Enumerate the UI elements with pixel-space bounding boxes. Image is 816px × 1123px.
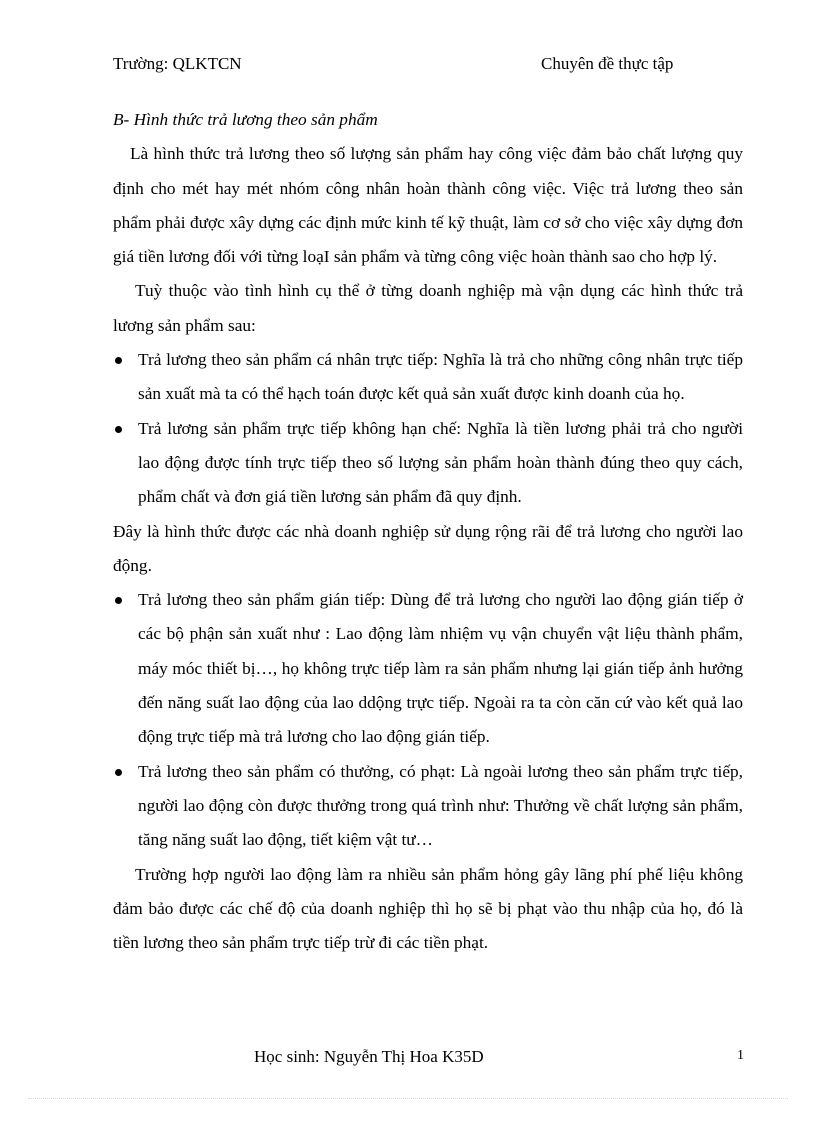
header-school: Trường: QLKTCN <box>113 54 242 73</box>
section-title: B- Hình thức trả lương theo sản phẩm <box>113 110 378 129</box>
page-number: 1 <box>737 1048 744 1063</box>
list-item-text: Trả lương sản phẩm trực tiếp không hạn chế: Nghĩa là tiền lương phải trả cho người lao động được tính trực tiếp theo số lượng sản phẩm hoàn thành đúng theo quy cách, phẩm chất và đơn giá tiền lương sản phẩm đã quy định. <box>138 418 743 507</box>
paragraph-definition: Là hình thức trả lương theo số lượng sản phẩm hay công việc đảm bảo chất lượng quy định cho mét hay mét nhóm công nhân hoàn thành công việc. Việc trả lương theo sản phẩm phải được xây dựng các định mức kinh tế kỹ thuật, làm cơ sở cho việc xây dựng đơn giá tiền lương đối với từng loạI sản phẩm và từng công việc hoàn thành sao cho hợp lý. <box>113 144 743 267</box>
list-item-text: Trả lương theo sản phẩm có thưởng, có phạt: Là ngoài lương theo sản phẩm trực tiếp, người lao động còn được thưởng trong quá trình như: Thưởng về chất lượng sản phẩm, tăng năng suất lao động, tiết kiệm vật tư… <box>138 761 743 850</box>
bullet-icon <box>115 426 122 433</box>
paragraph-application: Tuỳ thuộc vào tình hình cụ thể ở từng doanh nghiệp mà vận dụng các hình thức trả lương sản phẩm sau: <box>113 281 743 335</box>
bullet-icon <box>115 769 122 776</box>
header-topic: Chuyên đề thực tập <box>541 54 674 73</box>
list-item <box>113 755 743 858</box>
list-item-text: Trả lương theo sản phẩm cá nhân trực tiếp: Nghĩa là trả cho những công nhân trực tiếp sản xuất mà ta có thể hạch toán được kết quả sản xuất được kinh doanh của họ. <box>138 350 743 404</box>
list-item <box>113 343 743 412</box>
bullet-icon <box>115 357 122 364</box>
bullet-list-indirect <box>113 583 743 857</box>
list-item-text: Trả lương theo sản phẩm gián tiếp: Dùng để trả lương cho người lao động gián tiếp ở các bộ phận sản xuất như : Lao động làm nhiệm vụ vận chuyển vật liệu thành phẩm, máy móc thiết bị…, họ không trực tiếp làm ra sản phẩm nhưng lại gián tiếp ảnh hưởng đến năng suất lao động của lao ddộng trực tiếp. Ngoài ra ta còn căn cứ vào kết quả lao động trực tiếp mà trả lương cho lao động gián tiếp. <box>138 590 743 747</box>
paragraph-penalty: Trường hợp người lao động làm ra nhiều sản phẩm hỏng gây lãng phí phế liệu không đảm bảo được các chế độ của doanh nghiệp thì họ sẽ bị phạt vào thu nhập của họ, đó là tiền lương theo sản phẩm trực tiếp trừ đi các tiền phạt. <box>113 864 743 953</box>
footer-student: Học sinh: Nguyễn Thị Hoa K35D <box>254 1047 484 1066</box>
bullet-icon <box>115 597 122 604</box>
paragraph-common-usage: Đây là hình thức được các nhà doanh nghiệp sử dụng rộng rãi để trả lương cho người lao động. <box>113 521 743 575</box>
page-divider <box>28 1098 788 1099</box>
list-item <box>113 583 743 754</box>
list-item <box>113 412 743 515</box>
document-body <box>113 103 743 960</box>
bullet-list-direct <box>113 343 743 514</box>
